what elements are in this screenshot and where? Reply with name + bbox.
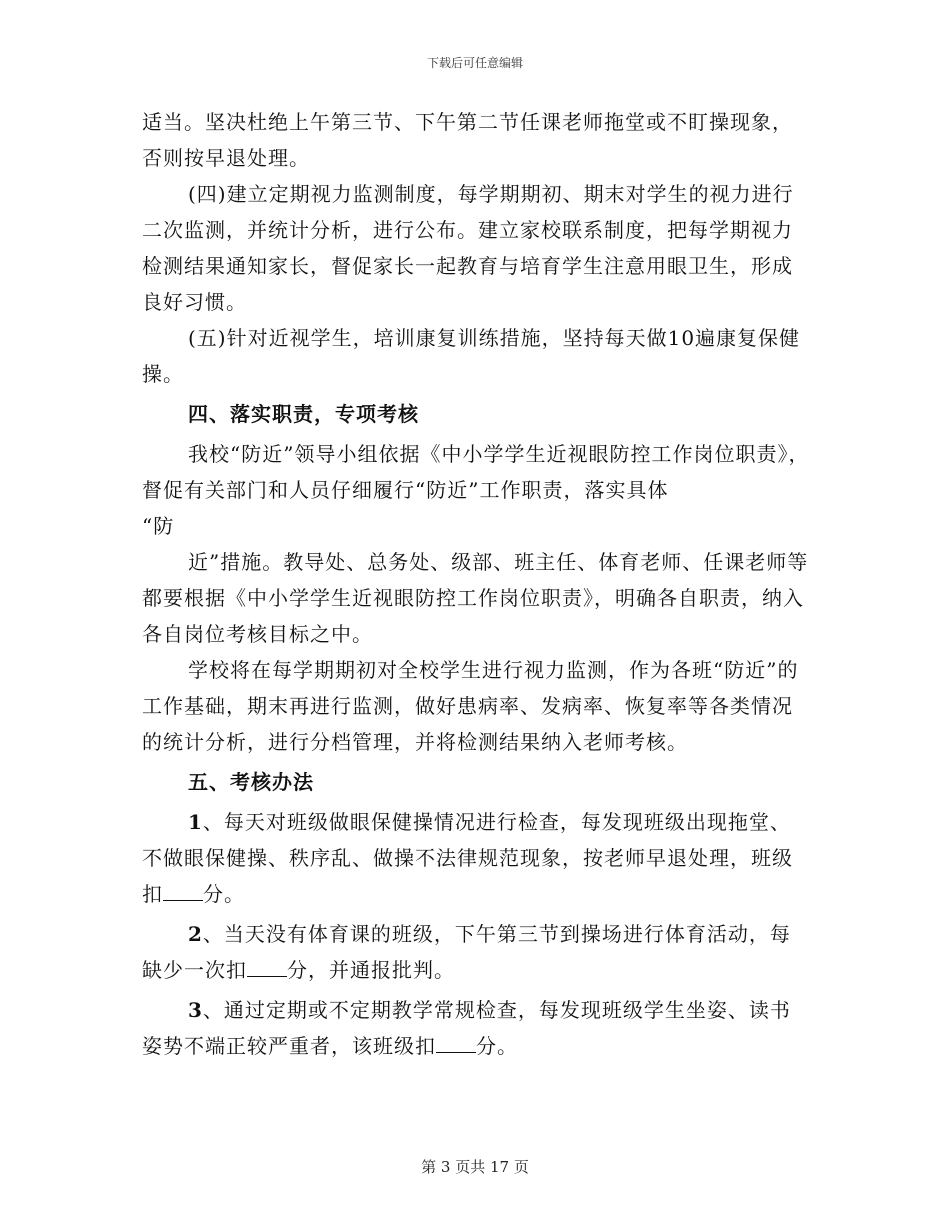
paragraph-responsibility-break: “防 [142, 514, 175, 538]
item-end: 分。 [476, 1034, 518, 1058]
page-header-note: 下载后可任意编辑 [426, 56, 523, 70]
section-heading-4: 四、落实职责，专项考核 [188, 402, 419, 426]
fill-blank [247, 960, 287, 977]
paragraph-continuation: 适当。坚决杜绝上午第三节、下午第二节任课老师拖堂或不盯操现象，否则按早退处理。 [142, 110, 793, 170]
paragraph-item-4: (四)建立定期视力监测制度，每学期期初、期末对学生的视力进行二次监测，并统计分析，进行公布。建立家校联系制度，把每学期视力检测结果通知家长，督促家长一起教育与培育学生注意用眼卫生，形成良好习惯。 [142, 182, 794, 314]
fill-blank [436, 1036, 476, 1053]
document-body [142, 104, 810, 1064]
item-number: 3 [188, 998, 203, 1022]
item-text: 、当天没有体育课的班级，下午第三节到操场进行体育活动，每缺少一次扣 [142, 922, 791, 982]
page-footer-number: 第 3 页共 17 页 [421, 1158, 529, 1176]
item-number: 2 [188, 922, 203, 946]
assessment-item-3 [142, 992, 810, 1064]
assessment-item-1 [142, 804, 810, 912]
assessment-item-2 [142, 916, 810, 988]
fill-blank [163, 884, 203, 901]
item-text: 、通过定期或不定期教学常规检查，每发现班级学生坐姿、读书姿势不端正较严重者，该班级扣 [142, 998, 791, 1058]
item-number: 1 [188, 810, 203, 834]
paragraph-responsibility: 我校“防近”领导小组依据《中小学学生近视眼防控工作岗位职责》，督促有关部门和人员仔细履行“防近”工作职责，落实具体 [142, 442, 810, 502]
item-end: 分。 [203, 882, 245, 906]
paragraph-responsibility-cont: 近”措施。教导处、总务处、级部、班主任、体育老师、任课老师等都要根据《中小学学生近视眼防控工作岗位职责》，明确各自职责，纳入各自岗位考核目标之中。 [142, 550, 809, 646]
item-end: 分，并通报批判。 [287, 958, 455, 982]
item-text: 、每天对班级做眼保健操情况进行检查，每发现班级出现拖堂、不做眼保健操、秩序乱、做操不法律规范现象，按老师早退处理，班级扣 [142, 810, 793, 906]
section-heading-5: 五、考核办法 [188, 770, 314, 794]
paragraph-item-5: (五)针对近视学生，培训康复训练措施，坚持每天做10遍康复保健操。 [142, 326, 801, 386]
paragraph-monitoring: 学校将在每学期期初对全校学生进行视力监测，作为各班“防近”的工作基础，期末再进行监测，做好患病率、发病率、恢复率等各类情况的统计分析，进行分档管理，并将检测结果纳入老师考核。 [142, 658, 799, 754]
